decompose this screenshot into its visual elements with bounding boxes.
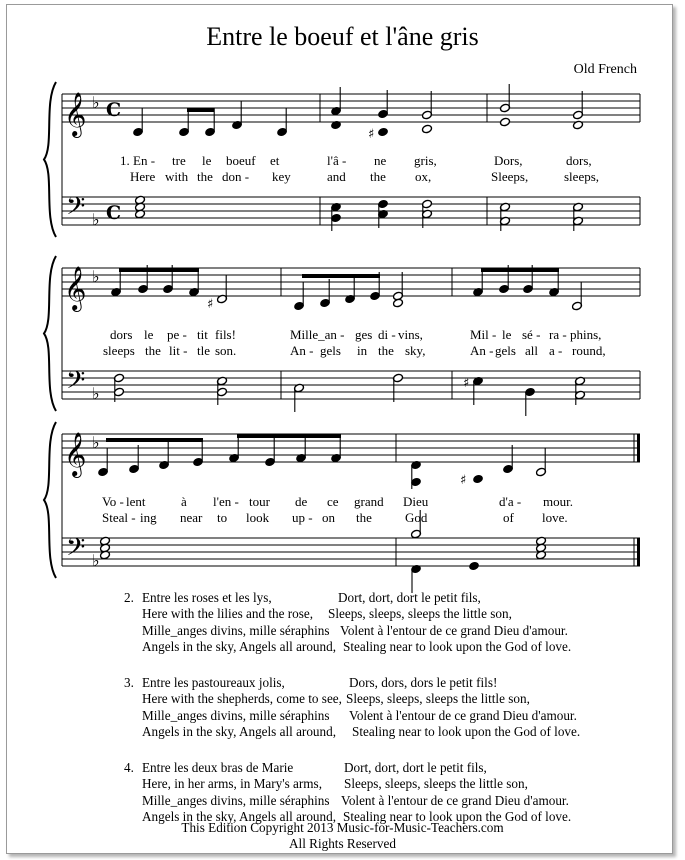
verse-line-french-english: Angels in the sky, Angels all around, (142, 808, 336, 824)
verse-number: 2. (124, 590, 134, 605)
lyric-verse2: An - (290, 343, 314, 358)
lyric-verse2: a - (549, 343, 563, 358)
bass-clef: 𝄢 (66, 366, 86, 401)
system-3 (44, 422, 640, 593)
system-2 (44, 256, 640, 416)
verse-line-refrain: Volent à l'entour de ce grand Dieu d'amour. (349, 707, 577, 723)
treble-clef: 𝄞 (64, 266, 87, 310)
lyric-verse1: et (270, 153, 280, 168)
lyric-verse1: Dors, (494, 153, 523, 168)
lyric-verse2: tle (197, 343, 210, 358)
verse-line-refrain: Dors, dors, dors le petit fils! (349, 675, 498, 690)
lyric-verse2: love. (542, 510, 568, 525)
verse-line-refrain: Dort, dort, dort le petit fils, (344, 760, 487, 775)
verse-line-refrain: Stealing near to look upon the God of love. (343, 638, 572, 654)
system-1 (44, 82, 640, 237)
half-note (393, 298, 404, 308)
quarter-note (378, 127, 389, 137)
lyric-verse1: 1. En - (120, 153, 156, 168)
sharp-accidental: ♯ (460, 473, 467, 488)
lyric-verse2: lit - (169, 343, 188, 358)
lyric-verse1: Mille_an - (290, 327, 345, 342)
note-beam (187, 108, 214, 112)
lyric-verse2: the (370, 169, 386, 184)
verse-line-refrain: Sleeps, sleeps, sleeps the little son, (346, 691, 530, 707)
verse-line-french-english: Mille_anges divins, mille séraphins (142, 622, 330, 638)
lyric-verse2: up - (292, 510, 313, 525)
lyric-verse1: phins, (570, 327, 602, 342)
verse-line-refrain: Volent à l'entour de ce grand Dieu d'amour. (341, 792, 569, 808)
lyric-verse1: tit (197, 327, 208, 342)
lyric-verse2: in (357, 343, 368, 358)
verse-line-french-english: Here with the lilies and the rose, (142, 606, 314, 622)
lyric-verse2: ox, (415, 169, 432, 184)
lyric-verse2: gels (495, 343, 516, 358)
lyric-verse2: all (525, 343, 538, 358)
time-signature: C (106, 202, 122, 224)
quarter-note (469, 561, 480, 571)
composer-credit: Old French (573, 62, 637, 77)
lyric-verse1: Vo - (102, 494, 124, 509)
lyric-verse2: don - (222, 169, 250, 184)
lyric-verse1: gris, (414, 153, 437, 168)
lyric-verse1: ce (327, 494, 339, 509)
half-note (422, 124, 433, 134)
lyric-verse2: sky, (405, 343, 426, 358)
treble-clef: 𝄞 (64, 92, 87, 136)
lyric-verse1: pe - (167, 327, 187, 342)
verse-line-refrain: Sleeps, sleeps, sleeps the little son, (328, 606, 512, 622)
lyric-verse2: Here (130, 169, 156, 184)
lyric-verse1: lent (126, 494, 146, 509)
lyric-verse2: key (272, 169, 291, 184)
lyric-verse2: and (327, 169, 346, 184)
quarter-note (473, 474, 484, 484)
verse-line-french-english: Here with the shepherds, come to see, (142, 691, 342, 707)
lyric-verse2: of (503, 510, 514, 525)
lyric-verse1: l'en - (213, 494, 239, 509)
verse-line-refrain: Stealing near to look upon the God of love. (343, 808, 572, 824)
rights-line: All Rights Reserved (289, 835, 396, 851)
half-note (500, 117, 511, 127)
note-beam (106, 438, 203, 442)
lyric-verse2: Steal - (102, 510, 136, 525)
lyric-verse2: the (356, 510, 372, 525)
key-flat: ♭ (92, 210, 100, 229)
verse-line-french-english: Angels in the sky, Angels all around, (142, 723, 336, 739)
bass-clef: 𝄢 (66, 533, 86, 568)
lyric-verse2: the (378, 343, 394, 358)
final-barline (637, 434, 640, 462)
lyric-verse2: with (165, 169, 189, 184)
bass-clef: 𝄢 (66, 192, 86, 227)
note-beam (481, 268, 559, 272)
lyric-verse1: ges (355, 327, 373, 342)
lyric-verse1: le (144, 327, 154, 342)
lyric-verse2: God (405, 510, 428, 525)
key-flat: ♭ (92, 267, 100, 286)
lyric-verse2: sleeps, (564, 169, 600, 184)
key-flat: ♭ (92, 93, 100, 112)
footer (0, 820, 685, 851)
lyric-verse1: dors (110, 327, 133, 342)
treble-clef: 𝄞 (64, 432, 87, 476)
sharp-accidental: ♯ (207, 297, 214, 312)
key-flat: ♭ (92, 433, 100, 452)
lyric-verse2: An - (470, 343, 494, 358)
sharp-accidental: ♯ (368, 127, 375, 142)
final-barline (637, 538, 640, 566)
lyric-verse2: to (217, 510, 228, 525)
key-flat: ♭ (92, 551, 100, 570)
lyric-verse1: vins, (398, 327, 423, 342)
lyric-verse1: tour (249, 494, 270, 509)
lyric-verse1: fils! (215, 327, 236, 342)
lyric-verse1: sé - (522, 327, 541, 342)
lyric-verse1: à (181, 494, 187, 509)
lyric-verse2: sleeps (103, 343, 135, 358)
verse-line-french-english: Entre les roses et les lys, (142, 590, 272, 605)
lyric-verse2: Sleeps, (491, 169, 529, 184)
lyric-verse2: look (246, 510, 270, 525)
lyric-verse2: round, (572, 343, 606, 358)
verse-line-french-english: Mille_anges divins, mille séraphins (142, 792, 330, 808)
verse-line-refrain: Dort, dort, dort le petit fils, (338, 590, 481, 605)
note-beam (119, 268, 199, 272)
verse-line-french-english: Entre les deux bras de Marie (142, 760, 294, 775)
system-brace (44, 256, 56, 411)
lyric-verse1: d'a - (499, 494, 522, 509)
lyric-verse1: boeuf (226, 153, 256, 168)
lyric-verse1: ne (374, 153, 387, 168)
key-flat: ♭ (92, 384, 100, 403)
lyric-verse1: Mil - (470, 327, 497, 342)
verse-line-french-english: Mille_anges divins, mille séraphins (142, 707, 330, 723)
verse-line-french-english: Here, in her arms, in Mary's arms, (142, 776, 322, 792)
lyric-verse1: grand (354, 494, 384, 509)
page-title: Entre le boeuf et l'âne gris (206, 22, 479, 51)
lyric-verse2: near (180, 510, 203, 525)
lyric-verse1: tre (172, 153, 186, 168)
lyric-verse1: Dieu (403, 494, 429, 509)
verse-line-french-english: Angels in the sky, Angels all around, (142, 638, 336, 654)
lyric-verse1: dors, (566, 153, 592, 168)
lyric-verse2: gels (320, 343, 341, 358)
lyric-verse1: le (202, 153, 212, 168)
verse-line-refrain: Volent à l'entour de ce grand Dieu d'amour. (340, 622, 568, 638)
lyric-verse1: le (502, 327, 512, 342)
system-brace (44, 422, 56, 578)
lyric-verse1: di - (378, 327, 396, 342)
verse-line-refrain: Stealing near to look upon the God of love. (352, 723, 581, 739)
lyric-verse2: ing (140, 510, 157, 525)
note-beam (302, 274, 380, 278)
time-signature: C (106, 99, 122, 121)
lyric-verse1: l'â - (327, 153, 347, 168)
verse-line-french-english: Entre les pastoureaux jolis, (142, 675, 285, 690)
system-brace (44, 82, 56, 237)
lyric-verse2: the (197, 169, 213, 184)
verse-number: 3. (124, 675, 134, 690)
verse-line-refrain: Sleeps, sleeps, sleeps the little son, (344, 776, 528, 792)
lyric-verse1: ra - (549, 327, 567, 342)
lyric-verse2: on (322, 510, 335, 525)
lyric-verse1: de (295, 494, 308, 509)
lyric-verse1: mour. (543, 494, 573, 509)
note-beam (237, 434, 341, 438)
lyric-verse2: son. (215, 343, 237, 358)
sharp-accidental: ♯ (463, 376, 470, 391)
verse-number: 4. (124, 760, 134, 775)
copyright-line: This Edition Copyright 2013 Music-for-Music-Teachers.com (181, 820, 504, 835)
lyric-verse2: the (145, 343, 161, 358)
